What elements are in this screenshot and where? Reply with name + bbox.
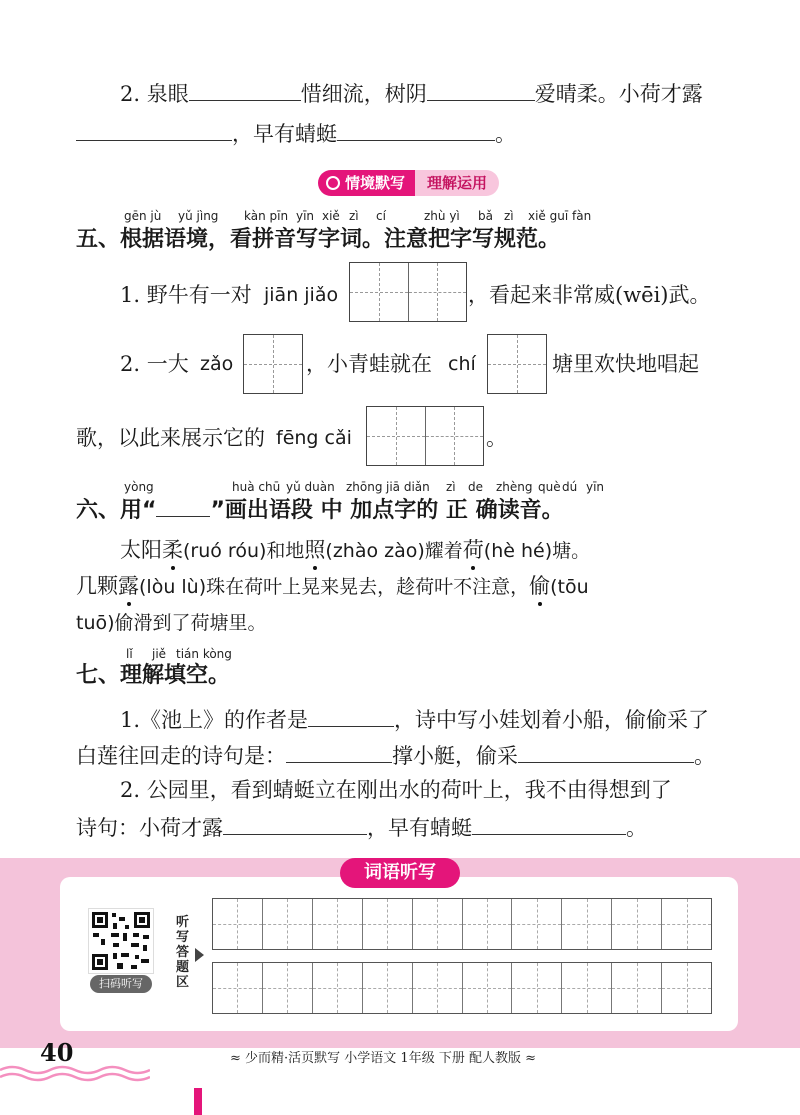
wave-decoration	[0, 1062, 150, 1084]
s5-pinyin-10: xiě guī fàn	[528, 209, 592, 223]
s5-pinyin-8: bǎ	[478, 209, 493, 223]
s5-pinyin-5: zì	[349, 209, 359, 223]
s6-line1: 太阳柔(ruó róu)和地照(zhào zào)耀着荷(hè hé)塘。	[120, 538, 591, 562]
s7-q2-line2: 诗句：小荷才露 ，早有蜻蜓 。	[76, 812, 647, 842]
s6-line3	[76, 608, 267, 637]
s4-item2-line2: ，早有蜻蜓 。	[76, 118, 516, 148]
s6-pinyin-10: yīn	[586, 480, 605, 494]
blank-quanyan[interactable]	[189, 78, 301, 101]
s5-q2-tian-grid-1[interactable]	[243, 334, 303, 394]
blank-touca[interactable]	[518, 740, 694, 763]
choice-lu[interactable]: (lòu lù)珠在荷叶上晃来晃去，趁荷叶不注意，	[139, 576, 530, 598]
choice-zhao[interactable]: (zhào zào)耀着	[325, 540, 463, 562]
dictation-title: 词语听写	[340, 858, 460, 888]
s5-pinyin-9: zì	[504, 209, 514, 223]
s5-q3-pinyin: fēng cǎi	[276, 427, 352, 449]
s5-q2-pinyin1: zǎo	[200, 353, 234, 375]
scan-dictation-button[interactable]: 扫码听写	[90, 975, 152, 993]
s5-q3-a: 歌，以此来展示它的	[76, 426, 265, 450]
s6-pinyin-6: de	[468, 480, 483, 494]
footer-book-info: ≈ 少而精·活页默写 小学语文 1年级 下册 配人教版 ≈	[230, 1051, 536, 1066]
s5-title: 五、根据语境，看拼音写字词。注意把字写规范。	[76, 227, 561, 252]
s6-pinyin-2: yǔ duàn	[286, 480, 335, 494]
dictation-grid-row-2[interactable]	[212, 962, 712, 1014]
s5-pinyin-7: zhù yì	[424, 209, 460, 223]
s5-q2-b: ，小青蛙就在	[306, 352, 432, 376]
s6-pinyin-0: yòng	[124, 480, 154, 494]
s5-q2-a: 2. 一大	[120, 352, 189, 376]
answer-area-label: 听写答题区	[176, 915, 190, 990]
s7-q1-line2: 白莲往回走的诗句是： 撑小艇，偷采 。	[76, 740, 715, 770]
s7-title: 七、理解填空。	[76, 663, 231, 688]
dotted-char-zhao: 照	[304, 538, 326, 562]
s6-pinyin-7: zhèng	[496, 480, 533, 494]
banner-sub: 理解运用	[415, 170, 499, 196]
blank-xiaohe[interactable]	[76, 118, 232, 141]
s5-q2-pinyin2: chí	[448, 353, 476, 375]
s7-pinyin-2: tián kòng	[176, 647, 232, 661]
s5-pinyin-3: yīn	[296, 209, 315, 223]
s5-q1-tian-grid[interactable]	[349, 262, 467, 322]
s5-q2-c: 塘里欢快地唱起	[552, 352, 699, 376]
s5-q3-end: 。	[486, 426, 507, 450]
dotted-char-tou: 偷	[529, 574, 551, 598]
s5-pinyin-6: cí	[376, 209, 386, 223]
s7-q1-line1: 1.《池上》的作者是 ，诗中写小娃划着小船，偷偷采了	[120, 704, 709, 734]
s4-item2-line1: 2. 泉眼 惜细流，树阴 爱晴柔。小荷才露	[120, 78, 703, 108]
s6-title: 六、用“ ”画出语段 中 加点字的 正 确读音。	[76, 498, 564, 523]
s6-pinyin-4: jiā diǎn	[386, 480, 430, 494]
s6-pinyin-1: huà chū	[232, 480, 281, 494]
blank-poem-line[interactable]	[286, 740, 392, 763]
s5-q3-tian-grid[interactable]	[366, 406, 484, 466]
s5-q1-a: 1. 野牛有一对	[120, 283, 252, 307]
s7-pinyin-1: jiě	[152, 647, 167, 661]
s5-pinyin-1: yǔ jìng	[178, 209, 219, 223]
section-banner: 情境默写 理解运用	[318, 170, 499, 196]
dictation-grid-row-1[interactable]	[212, 898, 712, 950]
s5-q1-pinyin: jiān jiǎo	[264, 284, 339, 306]
s6-pinyin-9: dú	[562, 480, 578, 494]
s7-q2-line1: 2. 公园里，看到蜻蜓立在刚出水的荷叶上，我不由得想到了	[120, 778, 672, 802]
blank-author[interactable]	[308, 704, 394, 727]
blank-shuyin[interactable]	[427, 78, 535, 101]
s6-pinyin-8: què	[538, 480, 561, 494]
choice-he[interactable]: (hè hé)塘。	[483, 540, 591, 562]
medal-icon	[326, 176, 340, 190]
qr-code-icon[interactable]	[88, 908, 154, 974]
s6-line2: 几颗露(lòu lù)珠在荷叶上晃来晃去，趁荷叶不注意，偷(tōu	[76, 574, 589, 598]
s5-q1-b: ，看起来非常威(wēi)武。	[468, 283, 711, 307]
footer-accent-bar	[194, 1088, 202, 1115]
s5-q2-tian-grid-2[interactable]	[487, 334, 547, 394]
dotted-char-rou: 柔	[162, 538, 183, 562]
choice-rou[interactable]: (ruó róu)和地	[183, 540, 305, 562]
blank-xiaohe-2[interactable]	[223, 812, 367, 835]
s6-title-underline-sample	[156, 496, 210, 517]
page-number: 40	[40, 1038, 74, 1067]
dotted-char-he: 荷	[462, 538, 484, 562]
dotted-char-lu: 露	[118, 574, 139, 598]
blank-qingting-2[interactable]	[472, 812, 626, 835]
s7-pinyin-0: lǐ	[126, 647, 133, 661]
s6-pinyin-3: zhōng	[346, 480, 383, 494]
s6-pinyin-5: zì	[446, 480, 456, 494]
arrow-right-icon	[195, 948, 204, 962]
choice-tou-cont[interactable]: tuō)偷滑到了荷塘里。	[76, 612, 267, 634]
s5-pinyin-0: gēn jù	[124, 209, 162, 223]
s5-pinyin-4: xiě	[322, 209, 340, 223]
choice-tou[interactable]: (tōu	[550, 576, 589, 598]
blank-qingting[interactable]	[337, 118, 495, 141]
s5-pinyin-2: kàn pīn	[244, 209, 289, 223]
